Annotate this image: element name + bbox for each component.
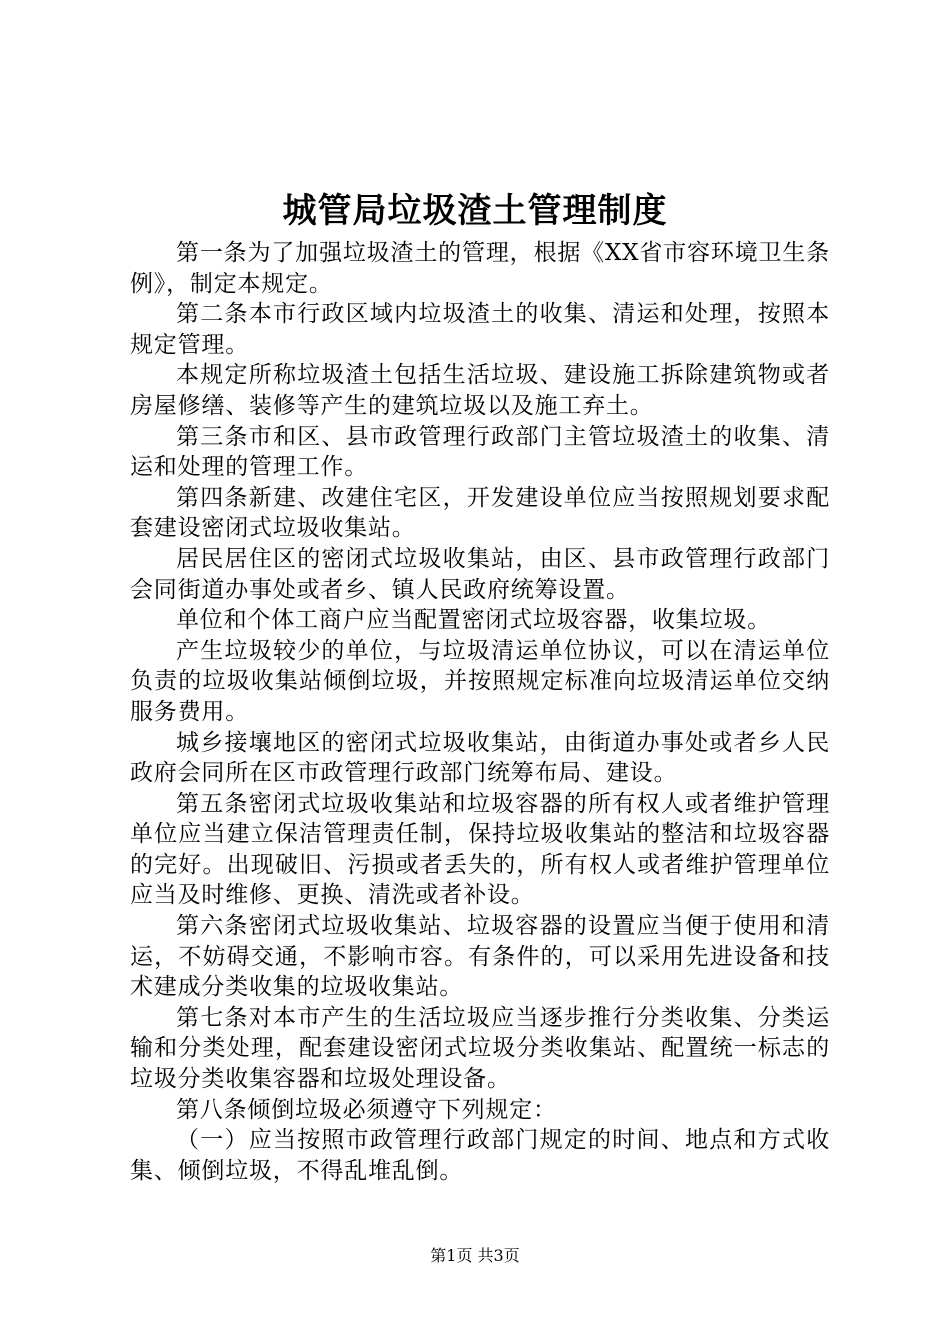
paragraph-8: 产生垃圾较少的单位，与垃圾清运单位协议，可以在清运单位负责的垃圾收集站倾倒垃圾，并按照规定标准向垃圾清运单位交纳服务费用。 [130, 637, 830, 725]
page-title: 城管局垃圾渣土管理制度 [282, 191, 668, 231]
paragraph-7: 单位和个体工商户应当配置密闭式垃圾容器，收集垃圾。 [176, 607, 771, 634]
paragraph-12: 第七条对本市产生的生活垃圾应当逐步推行分类收集、分类运输和分类处理，配套建设密闭式垃圾分类收集站、配置统一标志的垃圾分类收集容器和垃圾处理设备。 [130, 1004, 830, 1093]
paragraph-11: 第六条密闭式垃圾收集站、垃圾容器的设置应当便于使用和清运，不妨碍交通，不影响市容。有条件的，可以采用先进设备和技术建成分类收集的垃圾收集站。 [130, 913, 830, 1001]
paragraph-4: 第三条市和区、县市政管理行政部门主管垃圾渣土的收集、清运和处理的管理工作。 [130, 423, 830, 481]
paragraph-6: 居民居住区的密闭式垃圾收集站，由区、县市政管理行政部门会同街道办事处或者乡、镇人民政府统筹设置。 [130, 545, 830, 603]
paragraph-5: 第四条新建、改建住宅区，开发建设单位应当按照规划要求配套建设密闭式垃圾收集站。 [130, 484, 830, 542]
paragraph-10: 第五条密闭式垃圾收集站和垃圾容器的所有权人或者维护管理单位应当建立保洁管理责任制，保持垃圾收集站的整洁和垃圾容器的完好。出现破旧、污损或者丢失的，所有权人或者维护管理单位应当及时维修、更换、清洗或者补设。 [130, 790, 830, 909]
paragraph-14: （一）应当按照市政管理行政部门规定的时间、地点和方式收集、倾倒垃圾，不得乱堆乱倒。 [130, 1127, 830, 1184]
document-body [130, 238, 830, 1186]
page-footer: 第1页 共3页 [430, 1246, 520, 1265]
paragraph-13: 第八条倾倒垃圾必须遵守下列规定： [176, 1096, 557, 1123]
paragraph-3: 本规定所称垃圾渣土包括生活垃圾、建设施工拆除建筑物或者房屋修缮、装修等产生的建筑垃圾以及施工弃土。 [130, 362, 830, 419]
paragraph-2: 第二条本市行政区域内垃圾渣土的收集、清运和处理，按照本规定管理。 [130, 301, 830, 358]
paragraph-9: 城乡接壤地区的密闭式垃圾收集站，由街道办事处或者乡人民政府会同所在区市政管理行政部门统筹布局、建设。 [130, 729, 830, 787]
paragraph-1: 第一条为了加强垃圾渣土的管理，根据《XX省市容环境卫生条例》，制定本规定。 [130, 240, 830, 297]
